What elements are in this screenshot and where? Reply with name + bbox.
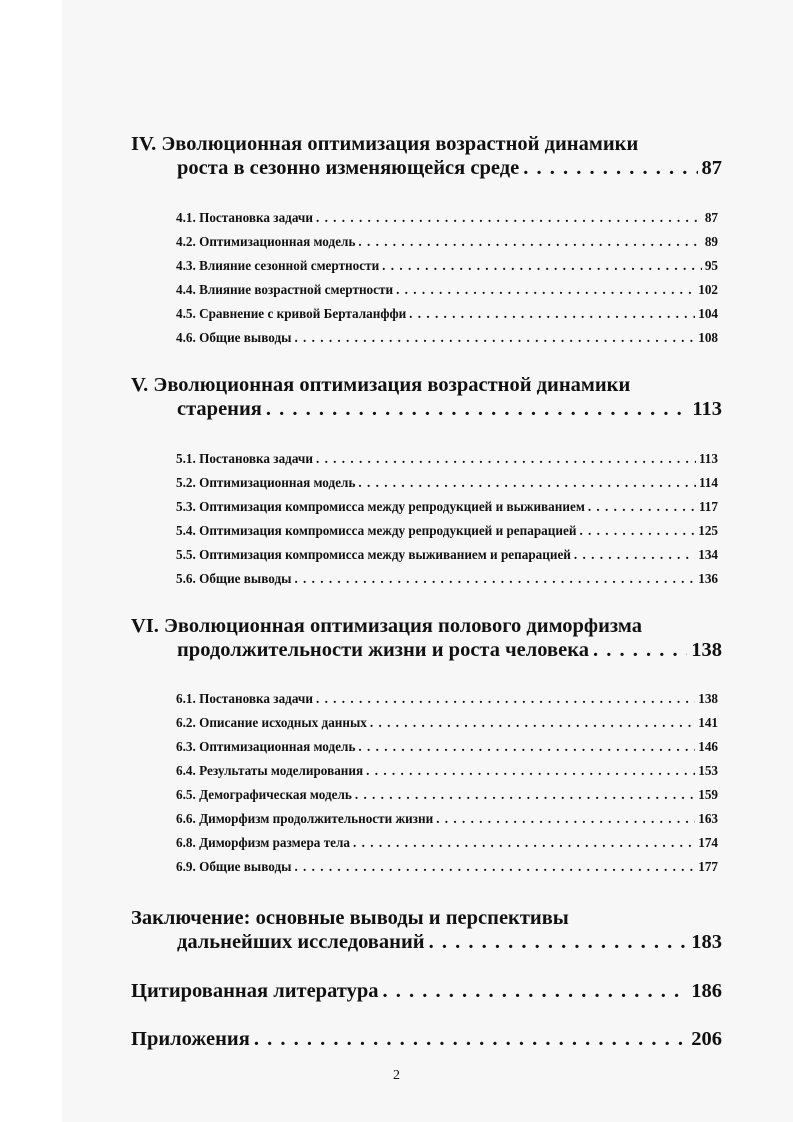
section-number: 6.9. bbox=[176, 859, 196, 874]
leader-dots bbox=[523, 156, 697, 180]
leader-dots bbox=[294, 329, 695, 347]
leader-dots bbox=[588, 498, 696, 516]
section-page: 134 bbox=[698, 547, 718, 562]
section-page: 95 bbox=[704, 258, 718, 273]
section-title: Диморфизм размера тела bbox=[199, 835, 351, 850]
conclusion-entry[interactable] bbox=[177, 930, 722, 954]
section-number: 5.5. bbox=[176, 547, 196, 562]
chapter-4-page: 87 bbox=[701, 157, 722, 179]
leader-dots bbox=[266, 397, 688, 421]
references-page: 186 bbox=[691, 980, 722, 1002]
section-number: 4.4. bbox=[176, 282, 196, 297]
section-page: 114 bbox=[698, 475, 718, 490]
section-title: Оптимизационная модель bbox=[199, 475, 356, 490]
chapter-5-page: 113 bbox=[692, 398, 722, 420]
section-page: 138 bbox=[698, 691, 718, 706]
chapter-6-entry[interactable] bbox=[177, 638, 722, 662]
toc-entry-6-2[interactable] bbox=[176, 714, 718, 732]
section-page: 141 bbox=[698, 715, 718, 730]
toc-entry-6-1[interactable] bbox=[176, 690, 718, 708]
section-title: Оптимизационная модель bbox=[199, 234, 356, 249]
leader-dots bbox=[358, 474, 696, 492]
chapter-6-subtitle: продолжительности жизни и роста человека bbox=[177, 639, 589, 661]
section-page: 117 bbox=[698, 499, 718, 514]
section-title: Влияние сезонной смертности bbox=[199, 258, 380, 273]
section-title: Описание исходных данных bbox=[199, 715, 367, 730]
section-page: 177 bbox=[698, 859, 718, 874]
section-page: 125 bbox=[698, 523, 718, 538]
leader-dots bbox=[294, 570, 695, 588]
toc-entry-6-4[interactable] bbox=[176, 762, 718, 780]
leader-dots bbox=[396, 281, 695, 299]
toc-entry-4-1[interactable] bbox=[176, 209, 718, 227]
section-number: 5.1. bbox=[176, 451, 196, 466]
leader-dots bbox=[593, 638, 687, 662]
section-title: Результаты моделирования bbox=[199, 763, 364, 778]
toc-entry-6-8[interactable] bbox=[176, 834, 718, 852]
section-title: Оптимизационная модель bbox=[199, 739, 356, 754]
toc-entry-4-5[interactable] bbox=[176, 305, 718, 323]
leader-dots bbox=[254, 1027, 687, 1051]
toc-entry-5-1[interactable] bbox=[176, 450, 718, 468]
leader-dots bbox=[358, 738, 695, 756]
section-title: Демографическая модель bbox=[199, 787, 352, 802]
chapter-4-title: IV. Эволюционная оптимизация возрастной динамики bbox=[131, 133, 639, 155]
toc-entry-6-6[interactable] bbox=[176, 810, 718, 828]
section-number: 4.2. bbox=[176, 234, 196, 249]
section-number: 6.8. bbox=[176, 835, 196, 850]
leader-dots bbox=[429, 930, 688, 954]
leader-dots bbox=[353, 834, 695, 852]
section-page: 153 bbox=[698, 763, 718, 778]
section-title: Оптимизация компромисса между репродукцией и репарацией bbox=[199, 523, 577, 538]
section-page: 102 bbox=[698, 282, 718, 297]
section-title: Общие выводы bbox=[199, 571, 292, 586]
section-page: 87 bbox=[704, 210, 718, 225]
chapter-5-subtitle: старения bbox=[177, 398, 262, 420]
toc-entry-5-2[interactable] bbox=[176, 474, 718, 492]
page-number: 2 bbox=[393, 1068, 400, 1083]
section-number: 6.4. bbox=[176, 763, 196, 778]
toc-entry-5-3[interactable] bbox=[176, 498, 718, 516]
chapter-4-entry[interactable] bbox=[177, 156, 722, 180]
section-page: 136 bbox=[698, 571, 718, 586]
section-page: 89 bbox=[704, 234, 718, 249]
toc-entry-4-6[interactable] bbox=[176, 329, 718, 347]
leader-dots bbox=[436, 810, 695, 828]
leader-dots bbox=[355, 786, 695, 804]
toc-entry-4-2[interactable] bbox=[176, 233, 718, 251]
chapter-6-title: VI. Эволюционная оптимизация полового диморфизма bbox=[131, 615, 642, 637]
toc-entry-5-6[interactable] bbox=[176, 570, 718, 588]
section-number: 4.1. bbox=[176, 210, 196, 225]
section-number: 6.3. bbox=[176, 739, 196, 754]
leader-dots bbox=[316, 690, 695, 708]
appendices-page: 206 bbox=[691, 1028, 722, 1050]
section-title: Общие выводы bbox=[199, 859, 292, 874]
section-title: Диморфизм продолжительности жизни bbox=[199, 811, 434, 826]
conclusion-subtitle: дальнейших исследований bbox=[177, 931, 425, 953]
leader-dots bbox=[316, 209, 702, 227]
references-title: Цитированная литература bbox=[131, 980, 379, 1002]
leader-dots bbox=[316, 450, 696, 468]
references-entry[interactable] bbox=[131, 979, 722, 1003]
toc-entry-6-9[interactable] bbox=[176, 858, 718, 876]
chapter-4-subtitle: роста в сезонно изменяющейся среде bbox=[177, 157, 520, 179]
section-page: 174 bbox=[698, 835, 718, 850]
section-title: Влияние возрастной смертности bbox=[199, 282, 394, 297]
chapter-6-page: 138 bbox=[691, 639, 722, 661]
section-title: Сравнение с кривой Берталанффи bbox=[199, 306, 407, 321]
appendices-title: Приложения bbox=[131, 1028, 250, 1050]
section-number: 6.2. bbox=[176, 715, 196, 730]
toc-entry-4-4[interactable] bbox=[176, 281, 718, 299]
section-number: 4.5. bbox=[176, 306, 196, 321]
toc-entry-5-4[interactable] bbox=[176, 522, 718, 540]
section-page: 108 bbox=[698, 330, 718, 345]
section-page: 113 bbox=[698, 451, 718, 466]
section-number: 5.4. bbox=[176, 523, 196, 538]
chapter-5-entry[interactable] bbox=[177, 397, 722, 421]
section-number: 5.2. bbox=[176, 475, 196, 490]
toc-entry-6-3[interactable] bbox=[176, 738, 718, 756]
section-page: 146 bbox=[698, 739, 718, 754]
leader-dots bbox=[294, 858, 695, 876]
section-page: 104 bbox=[698, 306, 718, 321]
conclusion-title: Заключение: основные выводы и перспективы bbox=[131, 907, 569, 929]
section-number: 6.5. bbox=[176, 787, 196, 802]
section-title: Постановка задачи bbox=[199, 210, 313, 225]
leader-dots bbox=[409, 305, 695, 323]
leader-dots bbox=[370, 714, 695, 732]
section-number: 5.3. bbox=[176, 499, 196, 514]
toc-entry-5-5[interactable] bbox=[176, 546, 718, 564]
conclusion-page: 183 bbox=[691, 931, 722, 953]
toc-entry-4-3[interactable] bbox=[176, 257, 718, 275]
section-title: Постановка задачи bbox=[199, 451, 313, 466]
section-page: 163 bbox=[698, 811, 718, 826]
section-number: 5.6. bbox=[176, 571, 196, 586]
section-number: 4.3. bbox=[176, 258, 196, 273]
leader-dots bbox=[579, 522, 695, 540]
leader-dots bbox=[574, 546, 695, 564]
section-page: 159 bbox=[698, 787, 718, 802]
chapter-5-title: V. Эволюционная оптимизация возрастной динамики bbox=[131, 374, 631, 396]
section-title: Оптимизация компромисса между выживанием и репарацией bbox=[199, 547, 571, 562]
leader-dots bbox=[366, 762, 695, 780]
section-number: 4.6. bbox=[176, 330, 196, 345]
leader-dots bbox=[382, 257, 702, 275]
leader-dots bbox=[383, 979, 688, 1003]
section-title: Общие выводы bbox=[199, 330, 292, 345]
leader-dots bbox=[358, 233, 701, 251]
section-number: 6.1. bbox=[176, 691, 196, 706]
appendices-entry[interactable] bbox=[131, 1027, 722, 1051]
section-number: 6.6. bbox=[176, 811, 196, 826]
toc-entry-6-5[interactable] bbox=[176, 786, 718, 804]
section-title: Оптимизация компромисса между репродукцией и выживанием bbox=[199, 499, 585, 514]
section-title: Постановка задачи bbox=[199, 691, 313, 706]
